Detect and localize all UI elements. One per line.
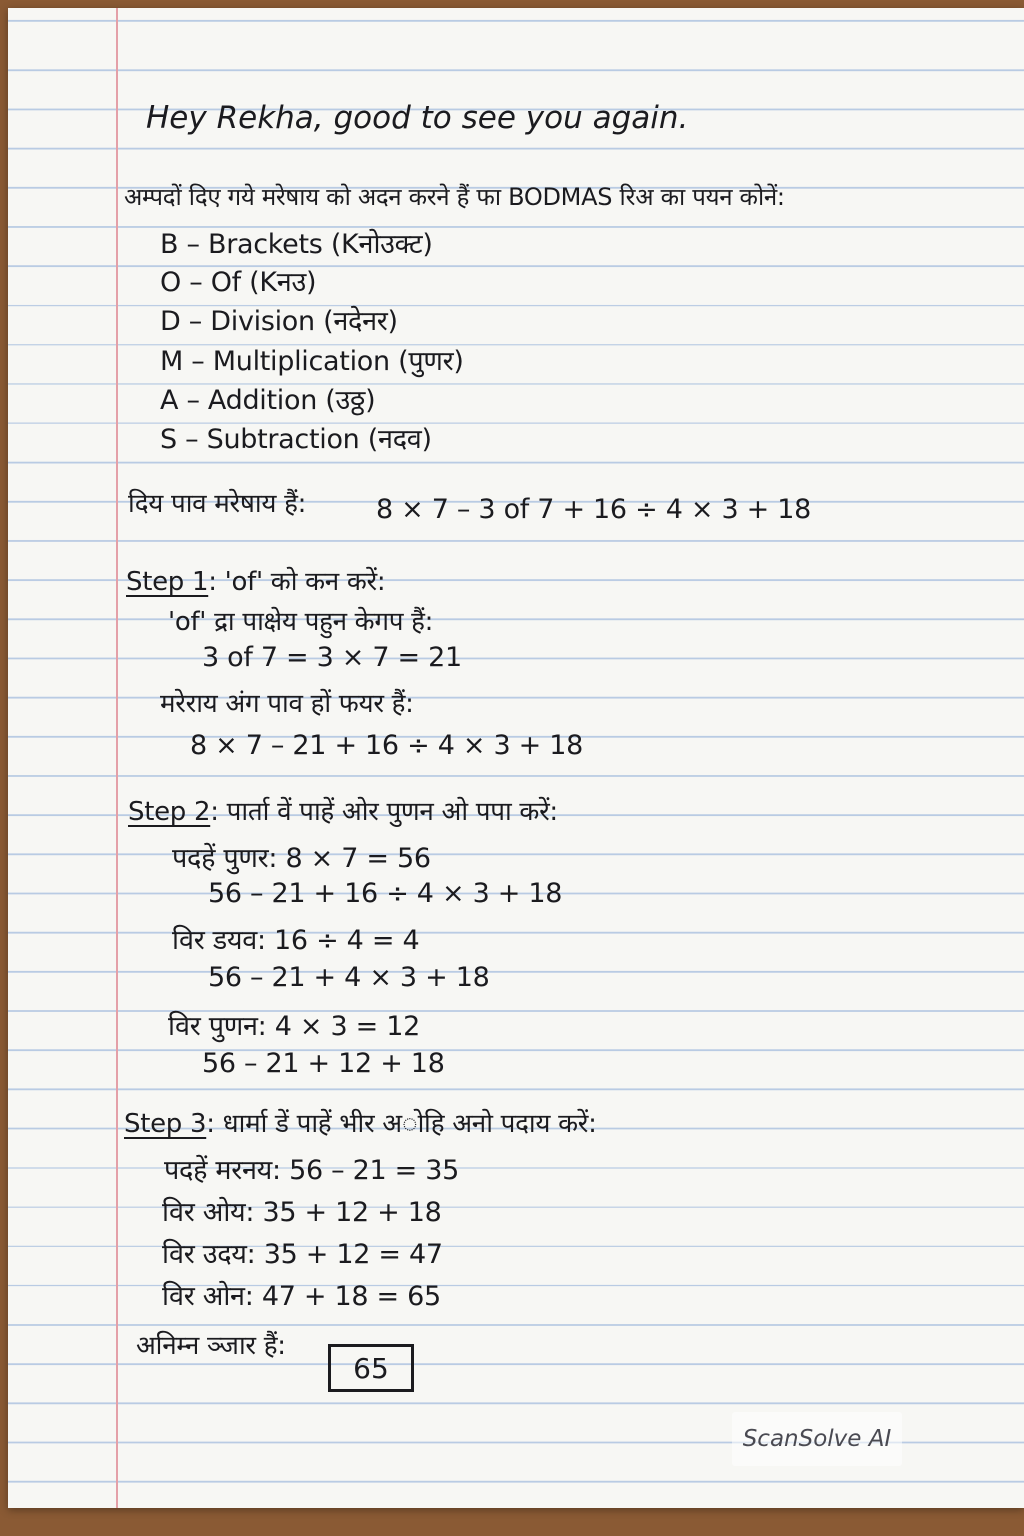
bodmas-item-d: D – Division (नदेनर)	[160, 306, 398, 337]
step3-line4: विर ओन: 47 + 18 = 65	[162, 1281, 441, 1312]
step3-title: Step 3	[124, 1109, 207, 1139]
step1-heading	[126, 562, 385, 598]
bodmas-item-b: B – Brackets (Kनोउक्ट)	[160, 229, 433, 260]
step3-line1: पदहें मरनय: 56 – 21 = 35	[164, 1155, 460, 1186]
bodmas-item-a: A – Addition (उठ्ठ)	[160, 385, 376, 416]
step3-heading	[124, 1104, 597, 1140]
step1-note: 'of' द्रा पाक्षेय पहुन केगप हैं:	[168, 607, 434, 637]
step1-note2: मरेराय अंग पाव हों फयर हैं:	[160, 689, 414, 719]
step1-title: Step 1	[126, 567, 209, 597]
step3-line3: विर उदय: 35 + 12 = 47	[162, 1239, 443, 1270]
given-label: दिय पाव मरेषाय हैं:	[128, 489, 307, 519]
greeting: Hey Rekha, good to see you again.	[146, 100, 689, 136]
step1-result: 8 × 7 – 21 + 16 ÷ 4 × 3 + 18	[190, 730, 583, 761]
step2-heading	[128, 792, 558, 828]
brand-watermark: ScanSolve AI	[732, 1412, 902, 1466]
final-label: अनिम्न ञ्जार हैं:	[136, 1331, 286, 1361]
step1-calc: 3 of 7 = 3 × 7 = 21	[202, 642, 462, 673]
bodmas-item-o: O – Of (Kनउ)	[160, 267, 317, 298]
bodmas-item-s: S – Subtraction (नदव)	[160, 424, 432, 455]
step3-heading-text: : धार्मा डें पाहें भीर अोहि अनो पदाय करें:	[206, 1109, 597, 1139]
step2-line4: 56 – 21 + 4 × 3 + 18	[208, 962, 490, 993]
intro-text: अम्पदों दिए गये मरेषाय को अदन करने हैं फा BODMAS रिअ का पयन कोनें:	[124, 183, 785, 211]
margin-line	[116, 8, 118, 1508]
notebook-page	[8, 8, 1024, 1508]
step2-line3: विर डयव: 16 ÷ 4 = 4	[172, 925, 420, 956]
final-answer-box	[328, 1344, 414, 1392]
step1-heading-text: : 'of' को कन करें:	[208, 567, 386, 597]
step2-line1: पदहें पुणर: 8 × 7 = 56	[172, 843, 431, 874]
final-answer: 65	[353, 1351, 389, 1385]
step2-line2: 56 – 21 + 16 ÷ 4 × 3 + 18	[208, 878, 563, 909]
step2-title: Step 2	[128, 797, 211, 827]
bodmas-item-m: M – Multiplication (पुणर)	[160, 346, 464, 377]
step3-line2: विर ओय: 35 + 12 + 18	[162, 1197, 442, 1228]
step2-line5: विर पुणन: 4 × 3 = 12	[168, 1011, 421, 1042]
step2-line6: 56 – 21 + 12 + 18	[202, 1048, 445, 1079]
step2-heading-text: : पार्ता वें पाहें ओर पुणन ओ पपा करें:	[210, 797, 558, 827]
given-expression: 8 × 7 – 3 of 7 + 16 ÷ 4 × 3 + 18	[376, 494, 811, 525]
